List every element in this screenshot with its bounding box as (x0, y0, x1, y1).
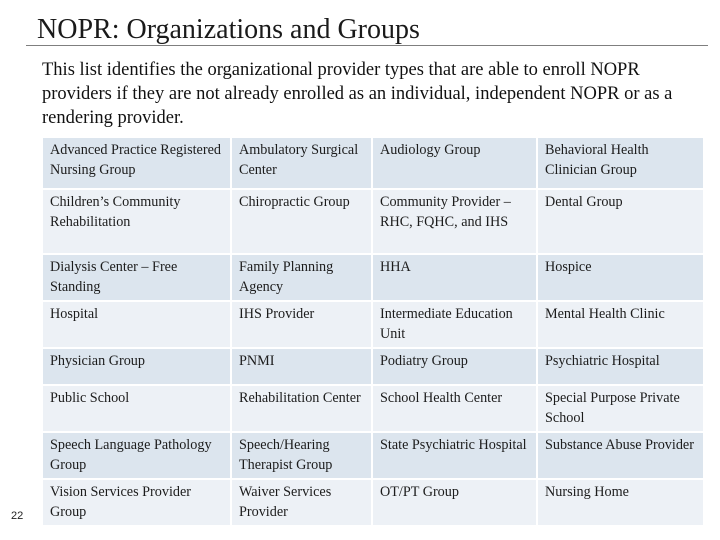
slide-title: NOPR: Organizations and Groups (37, 14, 420, 45)
table-row (42, 479, 704, 526)
table-cell: Audiology Group (372, 137, 537, 189)
table-cell: Special Purpose Private School (537, 385, 704, 432)
table-cell: Behavioral Health Clinician Group (537, 137, 704, 189)
table-cell: HHA (372, 254, 537, 301)
table-cell: Speech/Hearing Therapist Group (231, 432, 372, 479)
table-cell: Intermediate Education Unit (372, 301, 537, 348)
table-row (42, 189, 704, 254)
table-cell: Advanced Practice Registered Nursing Group (42, 137, 231, 189)
table-cell: Dental Group (537, 189, 704, 254)
title-divider (26, 45, 708, 46)
table-row (42, 348, 704, 385)
table-cell: Family Planning Agency (231, 254, 372, 301)
table-cell: Physician Group (42, 348, 231, 385)
table-cell: Hospital (42, 301, 231, 348)
table-cell: Substance Abuse Provider (537, 432, 704, 479)
table-cell: Hospice (537, 254, 704, 301)
table-cell: Podiatry Group (372, 348, 537, 385)
table-cell: Community Provider – RHC, FQHC, and IHS (372, 189, 537, 254)
table-cell: Ambulatory Surgical Center (231, 137, 372, 189)
table-row (42, 301, 704, 348)
page-number: 22 (11, 510, 24, 522)
table-cell: Vision Services Provider Group (42, 479, 231, 526)
table-cell: Chiropractic Group (231, 189, 372, 254)
provider-types-table (41, 136, 705, 527)
table-cell: State Psychiatric Hospital (372, 432, 537, 479)
table-cell: Mental Health Clinic (537, 301, 704, 348)
table-cell: IHS Provider (231, 301, 372, 348)
table-row (42, 432, 704, 479)
table-cell: Dialysis Center – Free Standing (42, 254, 231, 301)
table-row (42, 254, 704, 301)
table-cell: Children’s Community Rehabilitation (42, 189, 231, 254)
table-cell: Psychiatric Hospital (537, 348, 704, 385)
table-cell: Rehabilitation Center (231, 385, 372, 432)
table-cell: School Health Center (372, 385, 537, 432)
intro-paragraph: This list identifies the organizational provider types that are able to enroll NOPR providers if they are not already enrolled as an individual, independent NOPR or as a rendering provider. (42, 60, 673, 128)
table-cell: Speech Language Pathology Group (42, 432, 231, 479)
table-row (42, 137, 704, 189)
table-cell: OT/PT Group (372, 479, 537, 526)
table-cell: PNMI (231, 348, 372, 385)
table-row (42, 385, 704, 432)
table-cell: Nursing Home (537, 479, 704, 526)
table-cell: Public School (42, 385, 231, 432)
table-cell: Waiver Services Provider (231, 479, 372, 526)
